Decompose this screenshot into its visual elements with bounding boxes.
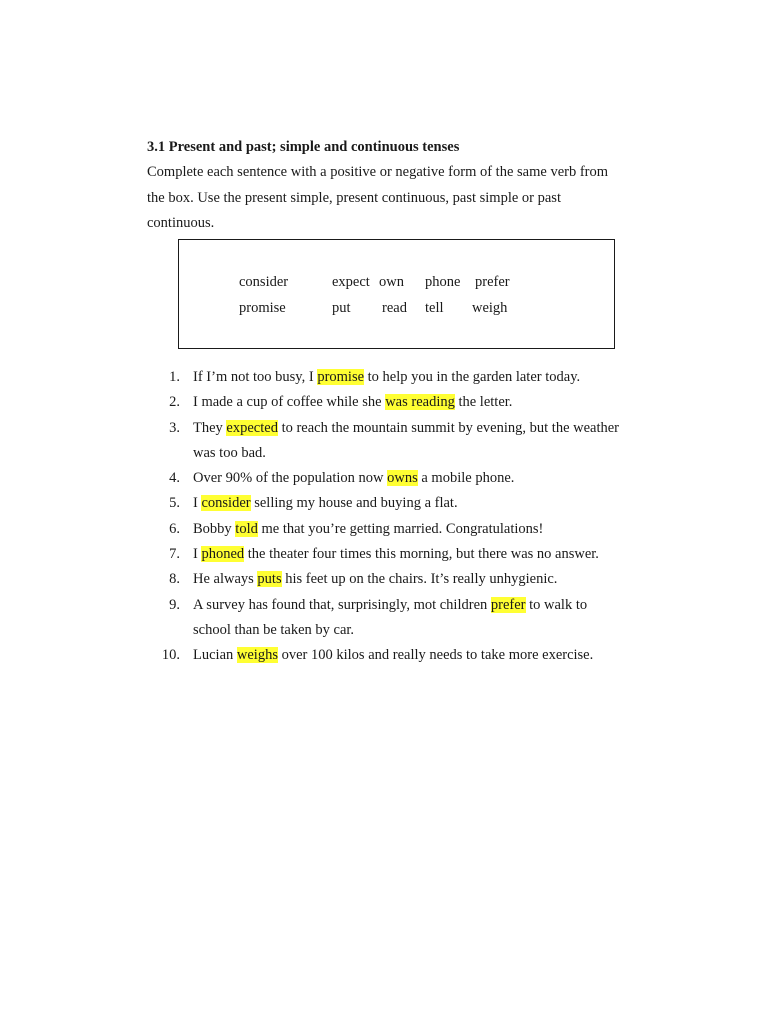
instruction-line: Complete each sentence with a positive or negative form of the same verb from [147,164,609,180]
sentence-item [0,567,653,592]
verb-box [178,239,615,349]
verb-word: consider [239,274,289,290]
verb-word: prefer [475,274,510,290]
sentence-number: 4. [169,470,180,487]
verb-word: tell [425,300,444,316]
answer-highlight: promise [317,369,365,385]
sentence-number: 1. [169,369,180,385]
answer-highlight: weighs [236,647,278,664]
sentence-number: 3. [169,419,180,436]
sentence-item [0,593,653,644]
sentence-item [0,542,653,567]
sentence-text: over 100 kilos and really needs to take more exercise. [277,647,594,664]
sentence-continuation: was too bad. [193,444,266,461]
sentence-number: 5. [169,495,180,512]
sentence-text: his feet up on the chairs. It’s really unhygienic. [281,571,558,588]
sentence-text: me that you’re getting married. Congratulations! [257,520,544,537]
sentence-item [0,365,653,390]
sentence-continuation: school than be taken by car. [193,621,355,638]
answer-highlight: puts [257,571,282,588]
answer-highlight: prefer [490,596,526,613]
verb-word: weigh [472,300,508,316]
sentence-text: selling my house and buying a flat. [250,495,458,512]
answer-highlight: phoned [201,546,245,563]
sentence-text: to reach the mountain summit by evening, but the weather [277,419,620,436]
sentence-item [0,416,653,467]
sentence-text: I [193,495,202,512]
sentence-item [0,466,653,491]
verb-word: expect [332,274,370,290]
verb-word: phone [425,274,461,290]
verb-word: put [332,300,351,316]
verb-word: read [382,300,407,316]
sentence-text: Lucian [193,647,237,664]
answer-highlight: told [235,520,258,537]
sentence-item [0,517,653,542]
sentence-text: Over 90% of the population now [193,470,388,487]
sentence-number: 7. [169,546,180,563]
sentence-text: If I’m not too busy, I [193,369,318,385]
sentence-text: to walk to [525,596,588,613]
sentence-text: Bobby [193,520,236,537]
answer-highlight: was reading [385,394,455,411]
sentence-text: I made a cup of coffee while she [193,394,386,411]
sentence-item [0,491,653,516]
sentence-number: 6. [169,520,180,537]
sentence-text: the letter. [454,394,513,411]
verb-word: own [379,274,404,290]
sentence-text: I [193,546,202,563]
sentence-number: 10. [161,647,180,664]
exercise-title: 3.1 Present and past; simple and continuous tenses [147,139,460,155]
answer-highlight: owns [387,470,418,487]
sentence-text: to help you in the garden later today. [364,369,581,385]
sentence-text: He always [193,571,258,588]
sentence-text: the theater four times this morning, but there was no answer. [244,546,599,563]
sentence-item [0,390,653,415]
sentence-number: 9. [169,596,180,613]
sentence-list [0,365,768,669]
instruction-line: continuous. [147,215,215,231]
exercise-instructions [147,160,647,237]
sentence-number: 8. [169,571,180,588]
instruction-line: the box. Use the present simple, present continuous, past simple or past [147,189,561,206]
answer-highlight: consider [201,495,251,512]
answer-highlight: expected [226,419,278,436]
sentence-number: 2. [169,394,180,411]
sentence-item [0,643,653,668]
sentence-text: a mobile phone. [417,470,515,487]
sentence-text: They [193,419,227,436]
sentence-text: A survey has found that, surprisingly, mot children [193,596,491,613]
verb-word: promise [239,300,286,316]
